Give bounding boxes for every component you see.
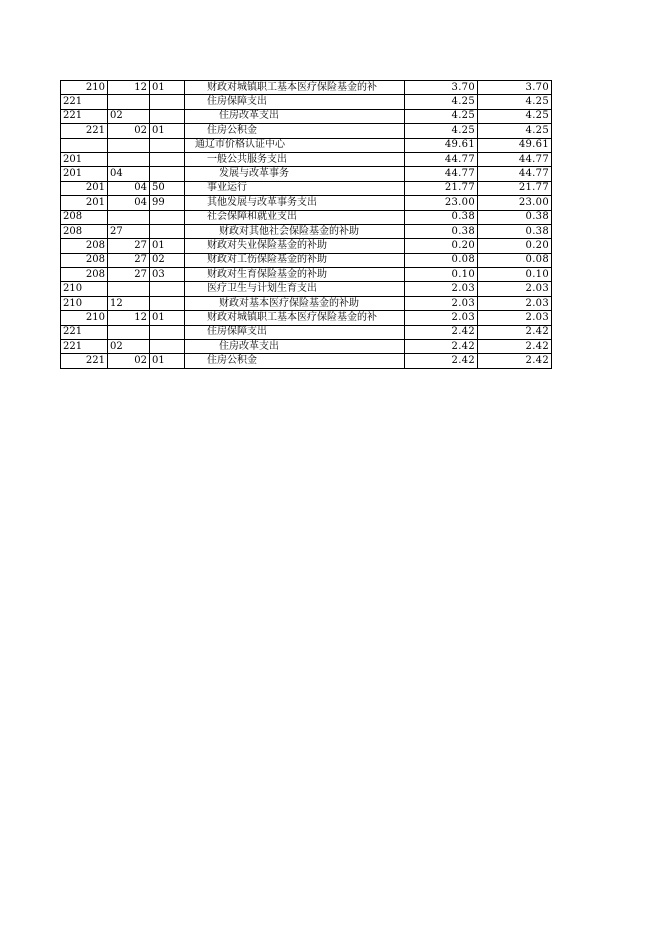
amount-basic-cell: 23.00 (478, 196, 552, 210)
amount-basic-cell: 44.77 (478, 152, 552, 166)
class-code-cell: 210 (61, 282, 108, 296)
subject-name-cell: 住房公积金 (185, 124, 405, 138)
amount-total-cell: 2.03 (405, 282, 478, 296)
class-code-cell: 208 (61, 224, 108, 238)
table-row (61, 340, 552, 354)
amount-total-cell: 0.20 (405, 239, 478, 253)
item-code-cell (150, 152, 185, 166)
amount-basic-cell: 49.61 (478, 138, 552, 152)
item-code-cell: 01 (150, 124, 185, 138)
table-row (61, 224, 552, 238)
subject-name-cell: 住房保障支出 (185, 95, 405, 109)
subject-name-cell: 财政对其他社会保险基金的补助 (185, 224, 405, 238)
subject-name-cell: 财政对城镇职工基本医疗保险基金的补 (185, 311, 405, 325)
subject-name-cell: 住房保障支出 (185, 325, 405, 339)
table-row (61, 167, 552, 181)
class-code-cell: 221 (61, 354, 108, 368)
table-row (61, 268, 552, 282)
amount-total-cell: 0.38 (405, 224, 478, 238)
item-code-cell (150, 340, 185, 354)
table-row (61, 81, 552, 95)
class-code-cell: 221 (61, 95, 108, 109)
table-row (61, 282, 552, 296)
subject-name-cell: 住房改革支出 (185, 109, 405, 123)
table-row (61, 109, 552, 123)
budget-table (60, 80, 552, 369)
table-row (61, 124, 552, 138)
amount-total-cell: 44.77 (405, 167, 478, 181)
amount-basic-cell: 0.38 (478, 224, 552, 238)
subject-name-cell: 财政对失业保险基金的补助 (185, 239, 405, 253)
amount-basic-cell: 2.42 (478, 325, 552, 339)
item-code-cell (150, 167, 185, 181)
amount-total-cell: 0.10 (405, 268, 478, 282)
amount-basic-cell: 4.25 (478, 109, 552, 123)
amount-basic-cell: 4.25 (478, 124, 552, 138)
amount-basic-cell: 2.42 (478, 340, 552, 354)
subclass-code-cell: 12 (108, 81, 150, 95)
item-code-cell (150, 224, 185, 238)
subclass-code-cell: 04 (108, 196, 150, 210)
item-code-cell (150, 325, 185, 339)
amount-total-cell: 2.03 (405, 311, 478, 325)
subject-name-cell: 其他发展与改革事务支出 (185, 196, 405, 210)
item-code-cell (150, 95, 185, 109)
subclass-code-cell (108, 325, 150, 339)
subject-name-cell: 住房改革支出 (185, 340, 405, 354)
subject-name-cell: 一般公共服务支出 (185, 152, 405, 166)
class-code-cell: 210 (61, 296, 108, 310)
amount-basic-cell: 0.10 (478, 268, 552, 282)
subclass-code-cell (108, 95, 150, 109)
subject-name-cell: 财政对生育保险基金的补助 (185, 268, 405, 282)
class-code-cell: 201 (61, 152, 108, 166)
subject-name-cell: 住房公积金 (185, 354, 405, 368)
amount-basic-cell: 3.70 (478, 81, 552, 95)
class-code-cell: 208 (61, 253, 108, 267)
subclass-code-cell: 02 (108, 354, 150, 368)
amount-total-cell: 2.42 (405, 340, 478, 354)
class-code-cell: 201 (61, 167, 108, 181)
subclass-code-cell: 27 (108, 268, 150, 282)
subclass-code-cell: 27 (108, 224, 150, 238)
amount-total-cell: 44.77 (405, 152, 478, 166)
item-code-cell: 01 (150, 81, 185, 95)
table-row (61, 239, 552, 253)
subject-name-cell: 通辽市价格认证中心 (185, 138, 405, 152)
table-row (61, 296, 552, 310)
class-code-cell: 201 (61, 196, 108, 210)
subclass-code-cell: 04 (108, 181, 150, 195)
amount-total-cell: 3.70 (405, 81, 478, 95)
item-code-cell: 50 (150, 181, 185, 195)
amount-basic-cell: 44.77 (478, 167, 552, 181)
subclass-code-cell: 12 (108, 296, 150, 310)
subject-name-cell: 社会保障和就业支出 (185, 210, 405, 224)
table-row (61, 325, 552, 339)
table-row (61, 138, 552, 152)
amount-basic-cell: 2.03 (478, 282, 552, 296)
subclass-code-cell (108, 210, 150, 224)
table-row (61, 196, 552, 210)
item-code-cell: 99 (150, 196, 185, 210)
amount-total-cell: 23.00 (405, 196, 478, 210)
item-code-cell: 02 (150, 253, 185, 267)
class-code-cell: 201 (61, 181, 108, 195)
class-code-cell: 208 (61, 268, 108, 282)
item-code-cell (150, 282, 185, 296)
subject-name-cell: 财政对基本医疗保险基金的补助 (185, 296, 405, 310)
amount-total-cell: 2.03 (405, 296, 478, 310)
class-code-cell (61, 138, 108, 152)
amount-total-cell: 21.77 (405, 181, 478, 195)
table-row (61, 253, 552, 267)
amount-total-cell: 2.42 (405, 354, 478, 368)
subclass-code-cell: 12 (108, 311, 150, 325)
subclass-code-cell (108, 138, 150, 152)
amount-basic-cell: 0.08 (478, 253, 552, 267)
class-code-cell: 221 (61, 109, 108, 123)
amount-total-cell: 2.42 (405, 325, 478, 339)
subject-name-cell: 财政对城镇职工基本医疗保险基金的补 (185, 81, 405, 95)
subclass-code-cell (108, 282, 150, 296)
table-row (61, 152, 552, 166)
subject-name-cell: 医疗卫生与计划生育支出 (185, 282, 405, 296)
class-code-cell: 208 (61, 239, 108, 253)
class-code-cell: 210 (61, 311, 108, 325)
table-row (61, 311, 552, 325)
amount-basic-cell: 2.03 (478, 296, 552, 310)
amount-basic-cell: 2.42 (478, 354, 552, 368)
table-row (61, 210, 552, 224)
subclass-code-cell: 02 (108, 124, 150, 138)
item-code-cell (150, 210, 185, 224)
subclass-code-cell (108, 152, 150, 166)
budget-table-body (61, 81, 552, 369)
amount-basic-cell: 0.38 (478, 210, 552, 224)
class-code-cell: 208 (61, 210, 108, 224)
amount-total-cell: 4.25 (405, 109, 478, 123)
subject-name-cell: 事业运行 (185, 181, 405, 195)
table-row (61, 95, 552, 109)
item-code-cell (150, 138, 185, 152)
item-code-cell (150, 109, 185, 123)
item-code-cell (150, 296, 185, 310)
amount-total-cell: 0.38 (405, 210, 478, 224)
item-code-cell: 03 (150, 268, 185, 282)
amount-total-cell: 0.08 (405, 253, 478, 267)
amount-total-cell: 49.61 (405, 138, 478, 152)
table-row (61, 354, 552, 368)
amount-basic-cell: 21.77 (478, 181, 552, 195)
class-code-cell: 210 (61, 81, 108, 95)
subclass-code-cell: 27 (108, 253, 150, 267)
subject-name-cell: 发展与改革事务 (185, 167, 405, 181)
class-code-cell: 221 (61, 325, 108, 339)
subclass-code-cell: 02 (108, 340, 150, 354)
amount-basic-cell: 2.03 (478, 311, 552, 325)
item-code-cell: 01 (150, 354, 185, 368)
amount-total-cell: 4.25 (405, 95, 478, 109)
amount-basic-cell: 0.20 (478, 239, 552, 253)
class-code-cell: 221 (61, 124, 108, 138)
class-code-cell: 221 (61, 340, 108, 354)
subject-name-cell: 财政对工伤保险基金的补助 (185, 253, 405, 267)
subclass-code-cell: 04 (108, 167, 150, 181)
amount-total-cell: 4.25 (405, 124, 478, 138)
amount-basic-cell: 4.25 (478, 95, 552, 109)
subclass-code-cell: 02 (108, 109, 150, 123)
item-code-cell: 01 (150, 311, 185, 325)
table-row (61, 181, 552, 195)
subclass-code-cell: 27 (108, 239, 150, 253)
item-code-cell: 01 (150, 239, 185, 253)
